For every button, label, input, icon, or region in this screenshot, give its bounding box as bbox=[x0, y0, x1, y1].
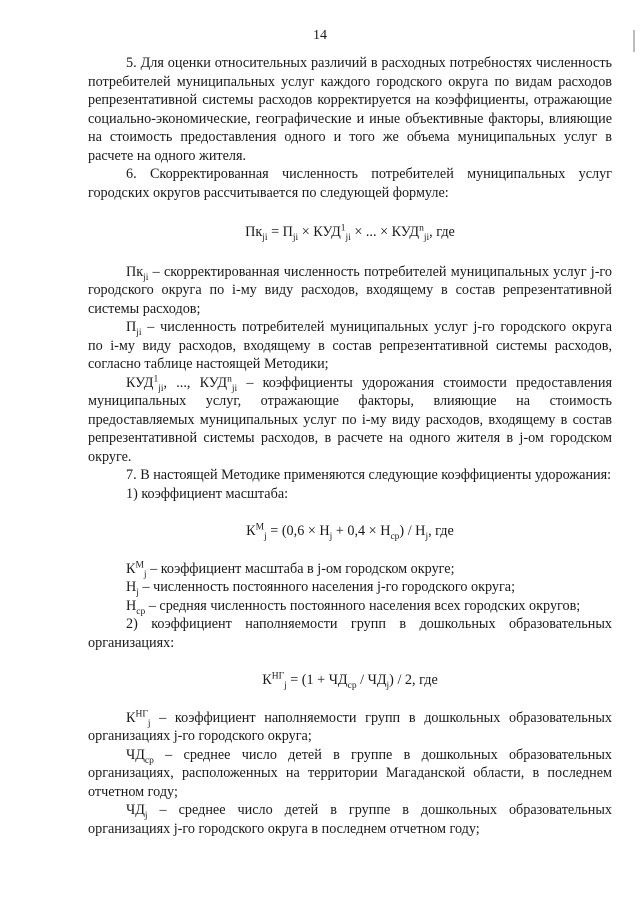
definition-subscript: j bbox=[147, 718, 151, 729]
definition-subscript: ср bbox=[144, 755, 154, 766]
formula-text: + 0,4 × Н bbox=[332, 523, 391, 539]
formula-corrected-consumers bbox=[88, 223, 612, 242]
definition-symbol: , ..., КУД bbox=[163, 374, 228, 391]
definition-hj bbox=[88, 578, 612, 597]
definition-chdj bbox=[88, 801, 612, 838]
formula-text: ) / Н bbox=[399, 523, 426, 539]
definition-subscript: j bbox=[136, 587, 139, 598]
definition-subscript: ср bbox=[136, 606, 146, 617]
definition-subscript: ji bbox=[143, 272, 149, 283]
list-item-2: 2) коэффициент наполняемости групп в дошкольных образовательных организациях: bbox=[88, 616, 612, 651]
definition-subscript: j bbox=[144, 810, 148, 821]
definition-text: – численность потребителей муниципальных услуг j-го городского округа по i-му виду расходов, входящему в состав репрезентативной системы расходов, согласно таблице настоящей Методики; bbox=[88, 319, 612, 372]
definition-text: – коэффициент наполняемости групп в дошкольных образовательных организациях j-го городского округа; bbox=[88, 709, 612, 744]
formula-text: , где bbox=[428, 523, 454, 539]
document-body bbox=[88, 54, 612, 838]
definition-text: – средняя численность постоянного населения всех городских округов; bbox=[145, 597, 581, 614]
formula-text: К bbox=[262, 672, 272, 688]
formula-text: × КУД bbox=[298, 224, 341, 240]
formula-text: / ЧД bbox=[356, 672, 387, 688]
formula-subscript: ji bbox=[423, 232, 430, 243]
definition-text: – численность постоянного населения j-го городского округа; bbox=[138, 579, 516, 595]
definition-symbol: К bbox=[126, 709, 136, 726]
list-item-1: 1) коэффициент масштаба: bbox=[126, 485, 289, 502]
definition-symbol: КУД bbox=[126, 374, 154, 391]
definition-pk bbox=[88, 263, 612, 319]
formula-subscript: j bbox=[264, 531, 267, 542]
formula-subscript: ji bbox=[345, 232, 351, 243]
formula-text: , где bbox=[429, 224, 455, 240]
formula-text: К bbox=[246, 523, 256, 539]
definition-text: – скорректированная численность потребителей муниципальных услуг j-го городского округа по i-му виду расходов, входящему в состав репрезентативной системы расходов; bbox=[88, 263, 612, 317]
definition-kud bbox=[88, 374, 612, 467]
formula-superscript: 1 bbox=[340, 223, 346, 234]
formula-subscript: j bbox=[425, 531, 429, 542]
definition-symbol: К bbox=[126, 560, 136, 577]
definition-superscript: n bbox=[227, 373, 232, 384]
definition-text: – среднее число детей в группе в дошкольных образовательных организациях, расположенных на территории Магаданской области, в последнем отчетном году; bbox=[88, 746, 612, 800]
scan-edge-mark bbox=[633, 30, 639, 52]
formula-subscript: j bbox=[329, 531, 333, 542]
formula-superscript: НГ bbox=[271, 671, 285, 682]
definition-superscript: М bbox=[135, 559, 144, 570]
formula-subscript: ji bbox=[262, 232, 268, 243]
formula-text: = (0,6 × Н bbox=[266, 523, 330, 539]
definition-text: – среднее число детей в группе в дошкольных образовательных организациях j-го городского округа в последнем отчетном году; bbox=[88, 802, 612, 837]
formula-text: Пк bbox=[245, 224, 263, 240]
definition-symbol: ЧД bbox=[126, 802, 145, 818]
definition-hsr bbox=[88, 597, 612, 616]
formula-scale-coefficient bbox=[88, 522, 612, 541]
definition-superscript: НГ bbox=[135, 708, 148, 719]
formula-text: ) / 2, где bbox=[389, 672, 438, 688]
formula-superscript: n bbox=[419, 223, 424, 234]
formula-text: = (1 + ЧД bbox=[286, 672, 348, 688]
definition-symbol: Н bbox=[126, 579, 137, 595]
definition-subscript: ji bbox=[136, 327, 142, 338]
paragraph-6: 6. Скорректированная численность потребителей муниципальных услуг городских округов рассчитывается по следующей формуле: bbox=[88, 166, 612, 201]
formula-subscript: ji bbox=[292, 232, 299, 243]
definition-subscript: ji bbox=[231, 383, 238, 394]
formula-superscript: М bbox=[255, 522, 265, 533]
definition-symbol: П bbox=[126, 319, 137, 335]
definition-p bbox=[88, 318, 612, 374]
definition-text: – коэффициенты удорожания стоимости предоставления муниципальных услуг, отражающие факторы, влияющие на стоимость предоставляемых муниципальных услуг по i-му виду расходов, входящему в состав репрезентативной системы расходов, в расчете на одного жителя в j-ом городском округе. bbox=[88, 374, 613, 465]
page-number: 14 bbox=[313, 28, 327, 43]
formula-subscript: j bbox=[386, 680, 390, 691]
definition-subscript: ji bbox=[158, 383, 164, 394]
formula-subscript: j bbox=[284, 680, 287, 691]
formula-text: = П bbox=[267, 224, 293, 240]
formula-group-occupancy-coefficient bbox=[88, 671, 612, 690]
formula-subscript: ср bbox=[390, 531, 400, 542]
definition-symbol: Пк bbox=[126, 263, 144, 280]
formula-subscript: ср bbox=[347, 680, 357, 691]
definition-subscript: j bbox=[143, 569, 147, 580]
definition-text: – коэффициент масштаба в j-ом городском округе; bbox=[146, 560, 455, 577]
paragraph-5: 5. Для оценки относительных различий в расходных потребностях численность потребителей муниципальных услуг каждого городского округа по видам расходов репрезентативной системы расходов корректируется на коэффициенты, отражающие социально-экономические, географические и иные объективные факторы, влияющие на стоимость предоставления одного и того же объема муниципальных услуг в расчете на одного жителя. bbox=[88, 55, 612, 164]
definition-km bbox=[88, 560, 612, 579]
definition-kng bbox=[88, 709, 612, 746]
definition-symbol: Н bbox=[126, 597, 137, 614]
formula-text: × ... × КУД bbox=[350, 224, 420, 240]
definition-symbol: ЧД bbox=[126, 746, 145, 763]
paragraph-7: 7. В настоящей Методике применяются следующие коэффициенты удорожания: bbox=[126, 467, 612, 483]
definition-chdsr bbox=[88, 746, 612, 802]
definition-superscript: 1 bbox=[153, 373, 159, 384]
